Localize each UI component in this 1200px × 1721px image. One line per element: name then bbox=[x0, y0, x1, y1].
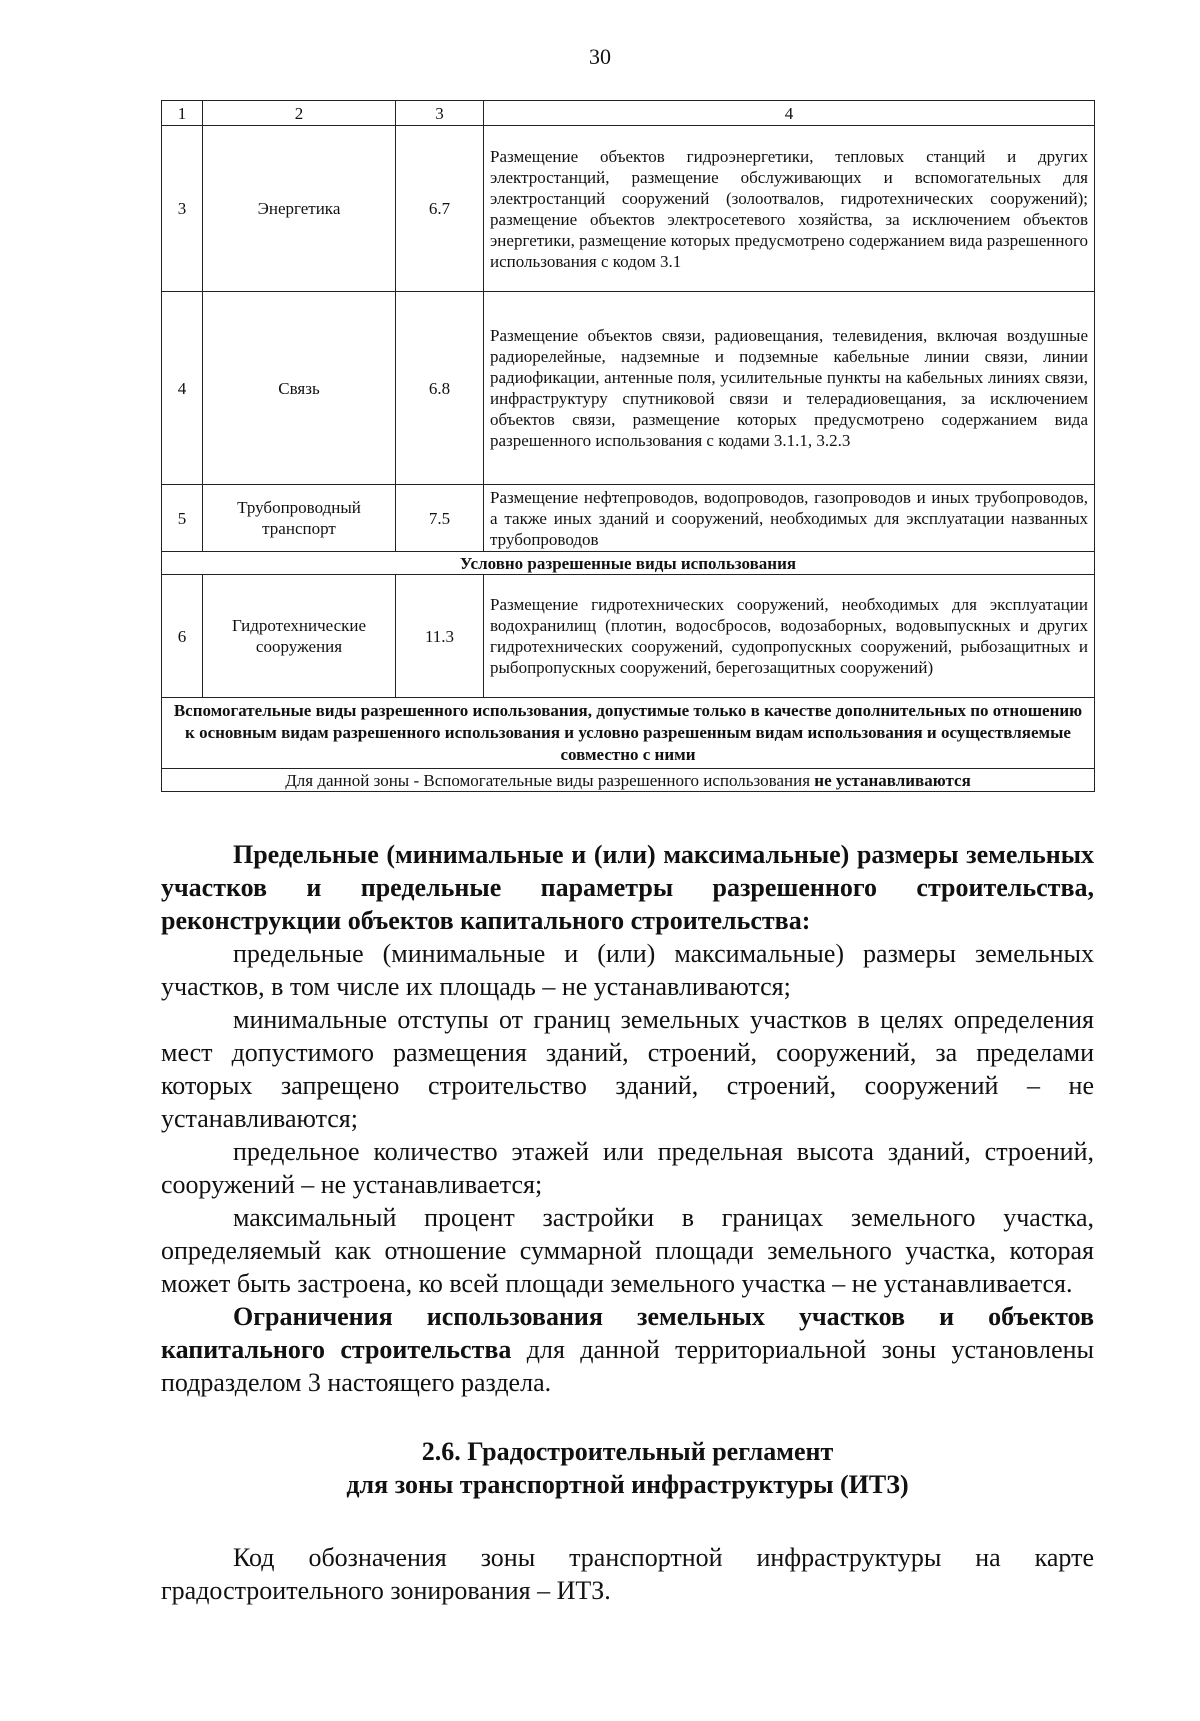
use-code: 11.3 bbox=[396, 575, 484, 698]
row-number: 4 bbox=[162, 292, 203, 485]
use-name: Гидротехнические сооружения bbox=[203, 575, 396, 698]
zone-code-paragraph: Код обозначения зоны транспортной инфраструктуры на карте градостроительного зонирования – ИТЗ. bbox=[161, 1543, 1094, 1605]
use-description: Размещение гидротехнических сооружений, необходимых для эксплуатации водохранилищ (плотин, водосбросов, водозаборных, водовыпускных и других гидротехнических сооружений, судопропускных сооружений, рыбозащитных и рыбопропускных сооружений, берегозащитных сооружений) bbox=[484, 575, 1095, 698]
use-code: 6.8 bbox=[396, 292, 484, 485]
use-code: 7.5 bbox=[396, 485, 484, 552]
use-name: Связь bbox=[203, 292, 396, 485]
section-title-line2: для зоны транспортной инфраструктуры (ИТЗ) bbox=[346, 1470, 909, 1499]
paragraph: предельные (минимальные и (или) максимальные) размеры земельных участков, в том числе их площадь – не устанавливаются; bbox=[161, 939, 1094, 1001]
use-code: 6.7 bbox=[396, 126, 484, 292]
restrictions-bold: Ограничения использования земельных участков и объектов капитального строительства bbox=[161, 1302, 1094, 1364]
use-name: Трубопроводный транспорт bbox=[203, 485, 396, 552]
conditional-section-row bbox=[162, 552, 1095, 575]
table-row bbox=[162, 575, 1095, 698]
paragraph: предельное количество этажей или предельная высота зданий, строений, сооружений – не устанавливается; bbox=[161, 1137, 1094, 1199]
table-row bbox=[162, 292, 1095, 485]
row-number: 3 bbox=[162, 126, 203, 292]
paragraph: максимальный процент застройки в границах земельного участка, определяемый как отношение суммарной площади земельного участка, которая может быть застроена, ко всей площади земельного участка – не устанавливается. bbox=[161, 1203, 1094, 1298]
restrictions-paragraph bbox=[161, 1300, 1094, 1399]
section-title-line1: 2.6. Градостроительный регламент bbox=[421, 1437, 834, 1466]
auxiliary-section-row bbox=[162, 698, 1095, 769]
regulation-text bbox=[161, 838, 1094, 1607]
note-row bbox=[162, 769, 1095, 792]
use-description: Размещение нефтепроводов, водопроводов, газопроводов и иных трубопроводов, а также иных зданий и сооружений, необходимых для эксплуатации названных трубопроводов bbox=[484, 485, 1095, 552]
table-header-row bbox=[162, 101, 1095, 126]
conditional-section-title: Условно разрешенные виды использования bbox=[162, 552, 1095, 575]
header-cell: 1 bbox=[162, 101, 203, 126]
auxiliary-section-title: Вспомогательные виды разрешенного использования, допустимые только в качестве дополнительных по отношению к основным видам разрешенного использования и условно разрешенным видам использования и осуществляемые совместно с ними bbox=[162, 698, 1095, 769]
use-description: Размещение объектов гидроэнергетики, тепловых станций и других электростанций, размещение обслуживающих и вспомогательных для электростанций сооружений (золоотвалов, гидротехнических сооружений); размещение объектов электросетевого хозяйства, за исключением объектов энергетики, размещение которых предусмотрено содержанием вида разрешенного использования с кодом 3.1 bbox=[484, 126, 1095, 292]
land-use-table bbox=[161, 100, 1095, 792]
header-cell: 4 bbox=[484, 101, 1095, 126]
header-cell: 3 bbox=[396, 101, 484, 126]
use-name: Энергетика bbox=[203, 126, 396, 292]
table-row bbox=[162, 485, 1095, 552]
parameters-heading: Предельные (минимальные и (или) максимальные) размеры земельных участков и предельные параметры разрешенного строительства, реконструкции объектов капитального строительства: bbox=[161, 840, 1094, 935]
page-number: 30 bbox=[589, 44, 611, 69]
header-cell: 2 bbox=[203, 101, 396, 126]
auxiliary-note-prefix: Для данной зоны - Вспомогательные виды разрешенного использования bbox=[285, 770, 815, 790]
row-number: 5 bbox=[162, 485, 203, 552]
section-title bbox=[161, 1435, 1094, 1501]
row-number: 6 bbox=[162, 575, 203, 698]
restrictions-rest: для данной территориальной зоны установлены подразделом 3 настоящего раздела. bbox=[161, 1335, 1094, 1397]
paragraph: минимальные отступы от границ земельных участков в целях определения мест допустимого размещения зданий, строений, сооружений, за пределами которых запрещено строительство зданий, строений, сооружений – не устанавливаются; bbox=[161, 1005, 1094, 1133]
auxiliary-note-bold: не устанавливаются bbox=[814, 770, 971, 790]
use-description: Размещение объектов связи, радиовещания, телевидения, включая воздушные радиорелейные, надземные и подземные кабельные линии связи, линии радиофикации, антенные поля, усилительные пункты на кабельных линиях связи, инфраструктуру спутниковой связи и телерадиовещания, за исключением объектов связи, размещение которых предусмотрено содержанием вида разрешенного использования с кодами 3.1.1, 3.2.3 bbox=[484, 292, 1095, 485]
table-row bbox=[162, 126, 1095, 292]
auxiliary-note bbox=[162, 769, 1095, 792]
